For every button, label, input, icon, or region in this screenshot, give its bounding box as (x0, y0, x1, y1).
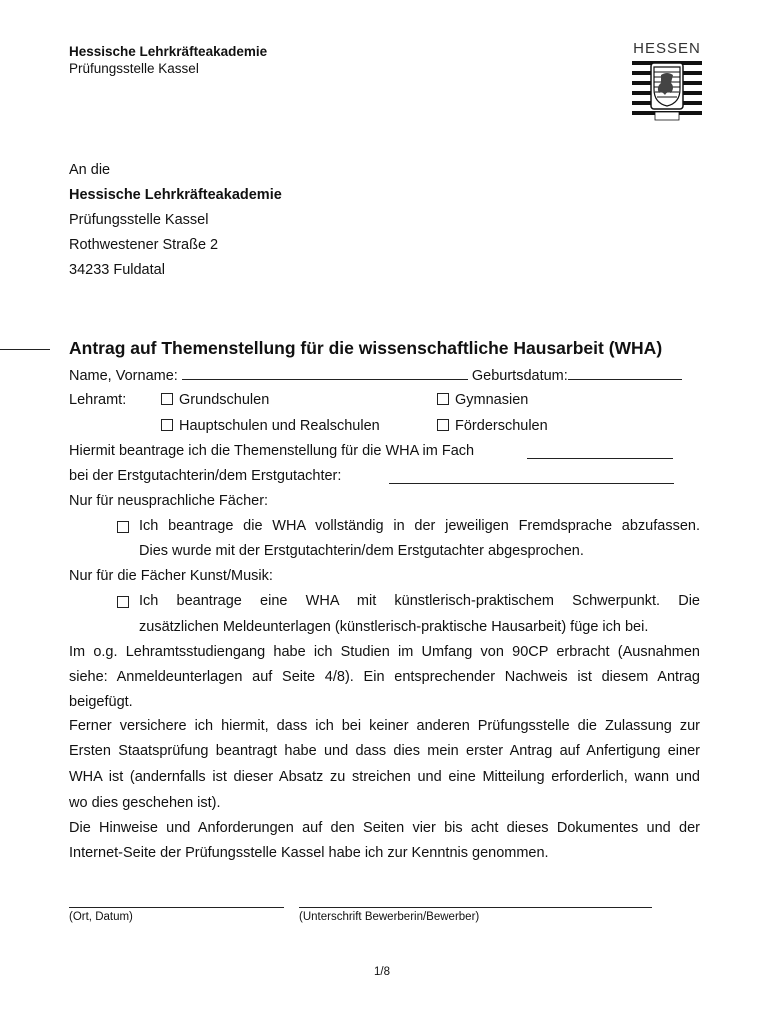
option-gymnasien[interactable] (437, 392, 528, 408)
neusprach-heading: Nur für neusprachliche Fächer: (69, 493, 269, 509)
para2-line-2: Ersten Staatsprüfung beantragt habe und dass dies mein erster Antrag auf Anfertigung einer (69, 743, 700, 759)
neusprach-checkbox[interactable] (117, 521, 129, 533)
option-grundschulen[interactable] (161, 392, 269, 408)
signature-line[interactable] (299, 907, 652, 908)
neusprach-line-2: Dies wurde mit der Erstgutachterin/dem Erstgutachter abgesprochen. (139, 543, 584, 559)
kunst-checkbox[interactable] (117, 596, 129, 608)
hauptschulen-checkbox[interactable] (161, 419, 173, 431)
address-line-2: Hessische Lehrkräfteakademie (69, 187, 282, 203)
signature-label: (Unterschrift Bewerberin/Bewerber) (299, 911, 480, 923)
fach-text: Hiermit beantrage ich die Themenstellung für die WHA im Fach (69, 443, 475, 459)
coat-of-arms-icon (632, 57, 702, 123)
place-date-label: (Ort, Datum) (69, 911, 133, 923)
para2-line-4: wo dies geschehen ist). (69, 795, 221, 811)
address-line-5: 34233 Fuldatal (69, 262, 165, 278)
birthdate-label: Geburtsdatum: (471, 368, 568, 384)
place-date-line[interactable] (69, 907, 284, 908)
address-line-3: Prüfungsstelle Kassel (69, 212, 209, 228)
option-hauptschulen[interactable] (161, 418, 380, 434)
grundschulen-checkbox[interactable] (161, 393, 173, 405)
para1-line-3: beigefügt. (69, 694, 133, 710)
gutachter-field[interactable] (389, 471, 674, 484)
para3-line-2: Internet-Seite der Prüfungsstelle Kassel habe ich zur Kenntnis genommen. (69, 845, 549, 861)
form-title: Antrag auf Themenstellung für die wissenschaftliche Hausarbeit (WHA) (69, 338, 663, 358)
neusprach-line-1: Ich beantrage die WHA vollständig in der jeweiligen Fremdsprache abzufassen. (139, 518, 700, 534)
para3-line-1: Die Hinweise und Anforderungen auf den Seiten vier bis acht dieses Dokumentes und der (69, 820, 700, 836)
para1-line-1: Im o.g. Lehramtsstudiengang habe ich Studien im Umfang von 90CP erbracht (Ausnahmen (69, 644, 700, 660)
name-label: Name, Vorname: (69, 368, 178, 384)
grundschulen-label: Grundschulen (179, 392, 270, 408)
gymnasien-checkbox[interactable] (437, 393, 449, 405)
gymnasien-label: Gymnasien (455, 392, 529, 408)
hessen-logo (632, 40, 702, 127)
fach-field[interactable] (527, 446, 673, 459)
name-field[interactable] (182, 367, 468, 380)
header-office: Prüfungsstelle Kassel (69, 61, 199, 76)
logo-text: HESSEN (633, 40, 701, 57)
name-row (69, 367, 682, 384)
fold-mark (0, 349, 50, 350)
address-line-4: Rothwestener Straße 2 (69, 237, 219, 253)
foerderschulen-checkbox[interactable] (437, 419, 449, 431)
birthdate-field[interactable] (568, 367, 682, 380)
address-line-1: An die (69, 162, 111, 178)
para1-line-2: siehe: Anmeldeunterlagen auf Seite 4/8). Ein entsprechender Nachweis ist diesem Antrag (69, 669, 700, 685)
header-org: Hessische Lehrkräfteakademie (69, 44, 268, 59)
para2-line-1: Ferner versichere ich hiermit, dass ich bei keiner anderen Prüfungsstelle die Zulassung zur (69, 718, 700, 734)
page-number: 1/8 (374, 966, 390, 978)
kunst-line-1: Ich beantrage eine WHA mit künstlerisch-praktischem Schwerpunkt. Die (139, 593, 700, 609)
hauptschulen-label: Hauptschulen und Realschulen (179, 418, 380, 434)
para2-line-3: WHA ist (andernfalls ist dieser Absatz zu streichen und eine Mitteilung erforderlich, wann und (69, 769, 700, 785)
kunst-line-2: zusätzlichen Meldeunterlagen (künstlerisch-praktische Hausarbeit) füge ich bei. (139, 619, 649, 635)
gutachter-text: bei der Erstgutachterin/dem Erstgutachter: (69, 468, 342, 484)
option-foerderschulen[interactable] (437, 418, 548, 434)
lehramt-label: Lehramt: (69, 392, 127, 408)
kunst-heading: Nur für die Fächer Kunst/Musik: (69, 568, 273, 584)
foerderschulen-label: Förderschulen (455, 418, 548, 434)
